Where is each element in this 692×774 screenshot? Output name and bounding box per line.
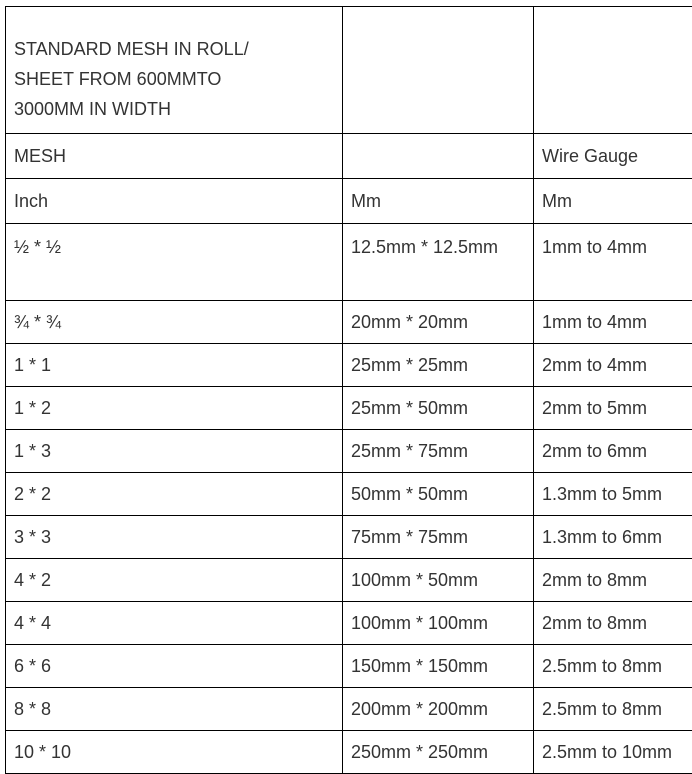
cell-inch: 4 * 2	[6, 559, 343, 602]
header-mesh: MESH	[6, 134, 343, 179]
cell-inch: 2 * 2	[6, 473, 343, 516]
cell-inch: 1 * 3	[6, 430, 343, 473]
cell-mm: 25mm * 50mm	[343, 387, 534, 430]
cell-wire-gauge: 2.5mm to 8mm	[534, 645, 692, 688]
table-body	[6, 224, 692, 774]
table-title-line: SHEET FROM 600MMTO	[14, 69, 221, 89]
mesh-spec-table	[5, 6, 692, 774]
cell-inch: ¾ * ¾	[6, 301, 343, 344]
cell-mm: 250mm * 250mm	[343, 731, 534, 774]
empty-cell	[343, 7, 534, 134]
table-row	[6, 224, 692, 301]
cell-mm: 20mm * 20mm	[343, 301, 534, 344]
cell-wire-gauge: 1.3mm to 5mm	[534, 473, 692, 516]
cell-inch: 4 * 4	[6, 602, 343, 645]
cell-mm: 100mm * 100mm	[343, 602, 534, 645]
cell-inch: 3 * 3	[6, 516, 343, 559]
table-row	[6, 602, 692, 645]
cell-inch: 1 * 1	[6, 344, 343, 387]
cell-mm: 50mm * 50mm	[343, 473, 534, 516]
cell-wire-gauge: 2mm to 8mm	[534, 559, 692, 602]
cell-wire-gauge: 1mm to 4mm	[534, 301, 692, 344]
cell-inch: 10 * 10	[6, 731, 343, 774]
empty-cell	[534, 7, 692, 134]
cell-wire-gauge: 2mm to 4mm	[534, 344, 692, 387]
cell-wire-gauge: 2.5mm to 8mm	[534, 688, 692, 731]
header-wire-gauge: Wire Gauge	[534, 134, 692, 179]
cell-mm: 25mm * 25mm	[343, 344, 534, 387]
table-row	[6, 688, 692, 731]
table-title-line: 3000MM IN WIDTH	[14, 99, 171, 119]
table-title-line: STANDARD MESH IN ROLL/	[14, 39, 249, 59]
cell-mm: 25mm * 75mm	[343, 430, 534, 473]
cell-wire-gauge: 2mm to 5mm	[534, 387, 692, 430]
table-row	[6, 387, 692, 430]
table-row	[6, 430, 692, 473]
header-row-group	[6, 134, 692, 179]
table-title	[14, 7, 334, 124]
cell-mm: 150mm * 150mm	[343, 645, 534, 688]
cell-wire-gauge: 2mm to 8mm	[534, 602, 692, 645]
cell-wire-gauge: 2.5mm to 10mm	[534, 731, 692, 774]
header-inch: Inch	[6, 179, 343, 224]
cell-wire-gauge: 1mm to 4mm	[534, 224, 692, 301]
header-gauge-mm: Mm	[534, 179, 692, 224]
header-mm: Mm	[343, 179, 534, 224]
cell-inch: ½ * ½	[6, 224, 343, 301]
cell-mm: 100mm * 50mm	[343, 559, 534, 602]
title-row	[6, 7, 692, 134]
table-row	[6, 559, 692, 602]
cell-mm: 12.5mm * 12.5mm	[343, 224, 534, 301]
cell-inch: 1 * 2	[6, 387, 343, 430]
header-row-units	[6, 179, 692, 224]
table-row	[6, 344, 692, 387]
cell-wire-gauge: 1.3mm to 6mm	[534, 516, 692, 559]
table-row	[6, 731, 692, 774]
header-empty	[343, 134, 534, 179]
table-row	[6, 473, 692, 516]
cell-wire-gauge: 2mm to 6mm	[534, 430, 692, 473]
table-row	[6, 645, 692, 688]
table-row	[6, 516, 692, 559]
cell-mm: 200mm * 200mm	[343, 688, 534, 731]
cell-mm: 75mm * 75mm	[343, 516, 534, 559]
table-row	[6, 301, 692, 344]
table-title-cell	[6, 7, 343, 134]
cell-inch: 6 * 6	[6, 645, 343, 688]
cell-inch: 8 * 8	[6, 688, 343, 731]
